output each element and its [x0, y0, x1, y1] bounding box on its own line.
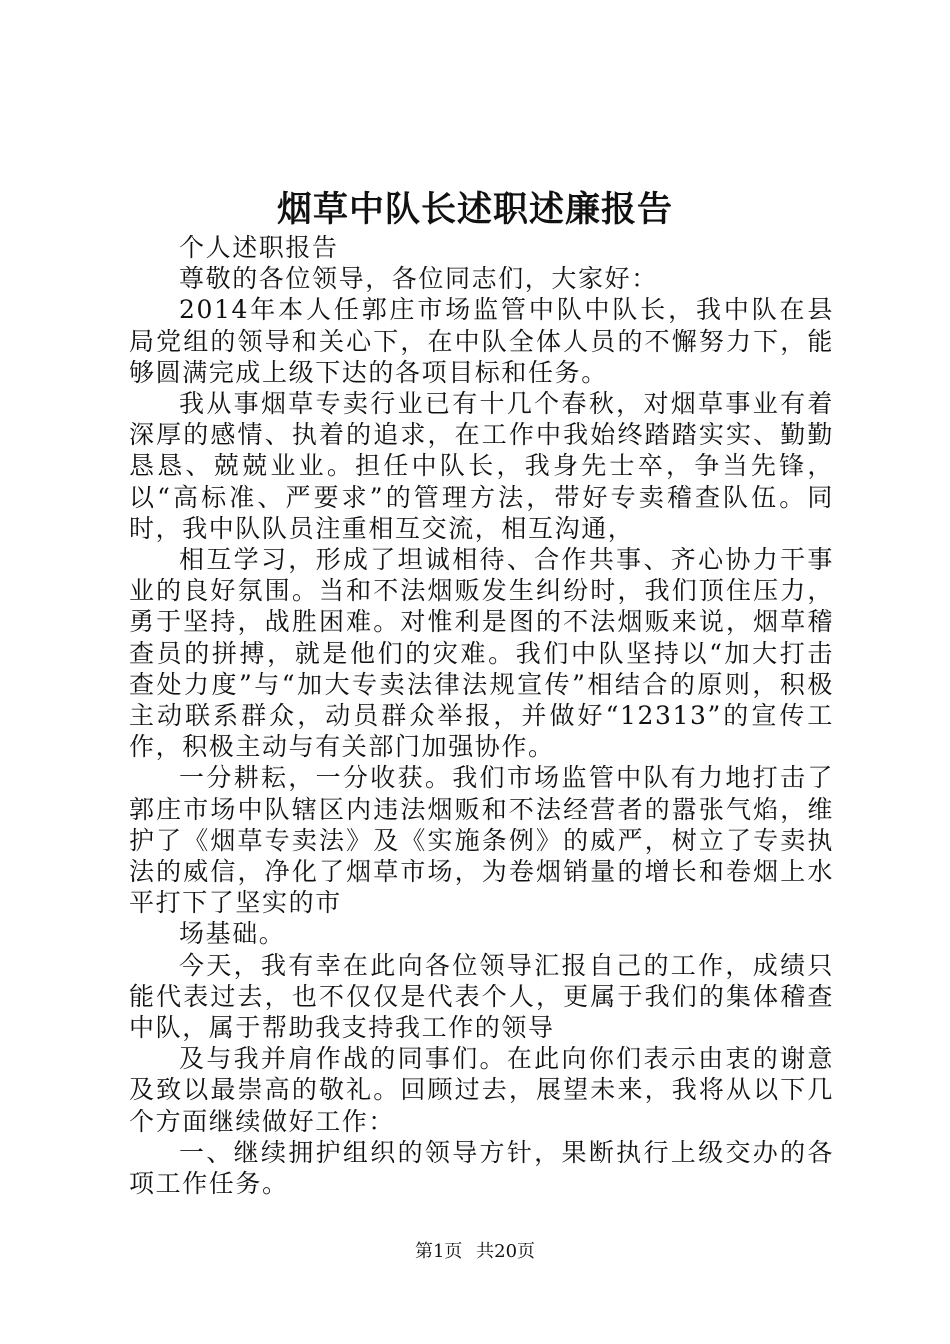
page-footer	[0, 1240, 950, 1264]
paragraph: 2014年本人任郭庄市场监管中队中队长，我中队在县局党组的领导和关心下，在中队全体人员的不懈努力下，能够圆满完成上级下达的各项目标和任务。	[129, 295, 834, 387]
paragraph: 个人述职报告	[179, 233, 339, 262]
page-number: 第1页	[414, 1241, 463, 1262]
paragraph: 及与我并肩作战的同事们。在此向你们表示由衷的谢意及致以最崇高的敬礼。回顾过去，展望未来，我将从以下几个方面继续做好工作：	[129, 1044, 834, 1136]
document-body	[129, 232, 834, 1199]
paragraph: 尊敬的各位领导，各位同志们，大家好：	[179, 264, 658, 294]
paragraph: 一分耕耘，一分收获。我们市场监管中队有力地打击了郭庄市场中队辖区内违法烟贩和不法经营者的嚣张气焰，维护了《烟草专卖法》及《实施条例》的威严，树立了专卖执法的威信，净化了烟草市场，为卷烟销量的增长和卷烟上水平打下了坚实的市	[129, 763, 834, 918]
paragraph: 一、继续拥护组织的领导方针，果断执行上级交办的各项工作任务。	[129, 1137, 834, 1199]
paragraph: 我从事烟草专卖行业已有十几个春秋，对烟草事业有着深厚的感情、执着的追求，在工作中我始终踏踏实实、勤勤恳恳、兢兢业业。担任中队长，我身先士卒，争当先锋，以“高标准、严要求”的管理方法，带好专卖稽查队伍。同时，我中队队员注重相互交流，相互沟通，	[129, 389, 834, 543]
paragraph: 相互学习，形成了坦诚相待、合作共事、齐心协力干事业的良好氛围。当和不法烟贩发生纠纷时，我们顶住压力，勇于坚持，战胜困难。对惟利是图的不法烟贩来说，烟草稽查员的拼搏，就是他们的灾难。我们中队坚持以“加大打击查处力度”与“加大专卖法律法规宣传”相结合的原则，积极主动联系群众，动员群众举报，并做好“12313”的宣传工作，积极主动与有关部门加强协作。	[129, 545, 834, 762]
document-title: 烟草中队长述职述廉报告	[276, 189, 673, 230]
page-total: 共20页	[476, 1241, 536, 1262]
paragraph: 场基础。	[179, 919, 286, 949]
paragraph: 今天，我有幸在此向各位领导汇报自己的工作，成绩只能代表过去，也不仅仅是代表个人，更属于我们的集体稽查中队，属于帮助我支持我工作的领导	[129, 950, 834, 1043]
